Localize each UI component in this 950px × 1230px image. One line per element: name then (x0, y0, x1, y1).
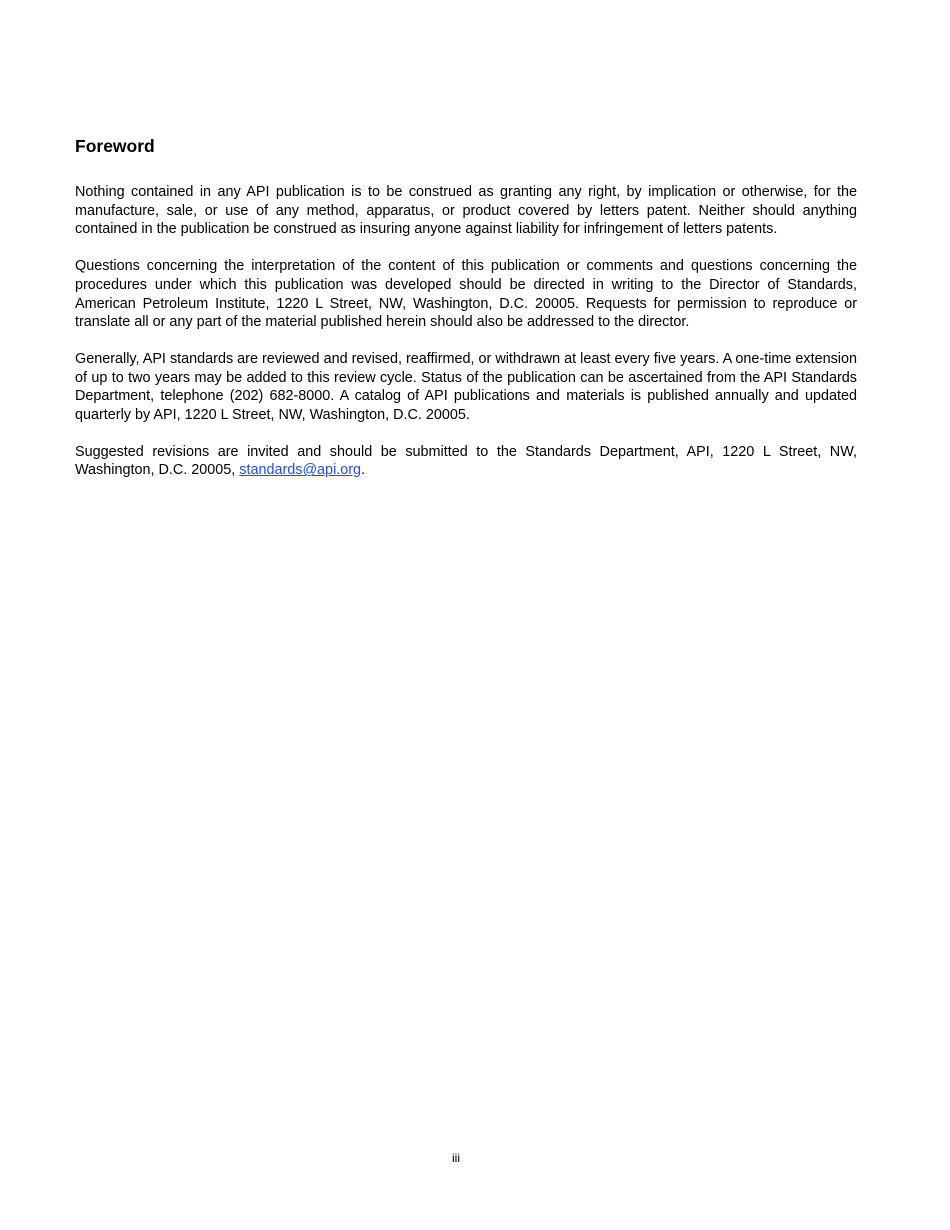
paragraph-questions: Questions concerning the interpretation of the content of this publication or comments and questions concerning the procedures under which this publication was developed should be directed in writing to the Director of Standards, American Petroleum Institute, 1220 L Street, NW, Washington, D.C. 20005. Requests for permission to reproduce or translate all or any part of the material published herein should also be addressed to the director. (75, 258, 857, 331)
paragraph-patent-disclaimer: Nothing contained in any API publication is to be construed as granting any right, by implication or otherwise, for the manufacture, sale, or use of any method, apparatus, or product covered by letters patent. Neither should anything contained in the publication be construed as insuring anyone against liability for infringement of letters patents. (75, 184, 857, 238)
revisions-period: . (361, 462, 366, 479)
paragraph-suggested-revisions (75, 443, 857, 480)
page-number: iii (452, 1151, 460, 1165)
foreword-section (75, 135, 857, 498)
section-heading: Foreword (75, 136, 155, 156)
revisions-text: Suggested revisions are invited and should be submitted to the Standards Department, API, 1220 L Street, NW, Washington, D.C. 20005, (75, 443, 857, 479)
standards-email-link[interactable]: standards@api.org (239, 462, 362, 479)
paragraph-review-cycle: Generally, API standards are reviewed and revised, reaffirmed, or withdrawn at least every five years. A one-time extension of up to two years may be added to this review cycle. Status of the publication can be ascertained from the API Standards Department, telephone (202) 682-8000. A catalog of API publications and materials is published annually and updated quarterly by API, 1220 L Street, NW, Washington, D.C. 20005. (75, 350, 857, 424)
